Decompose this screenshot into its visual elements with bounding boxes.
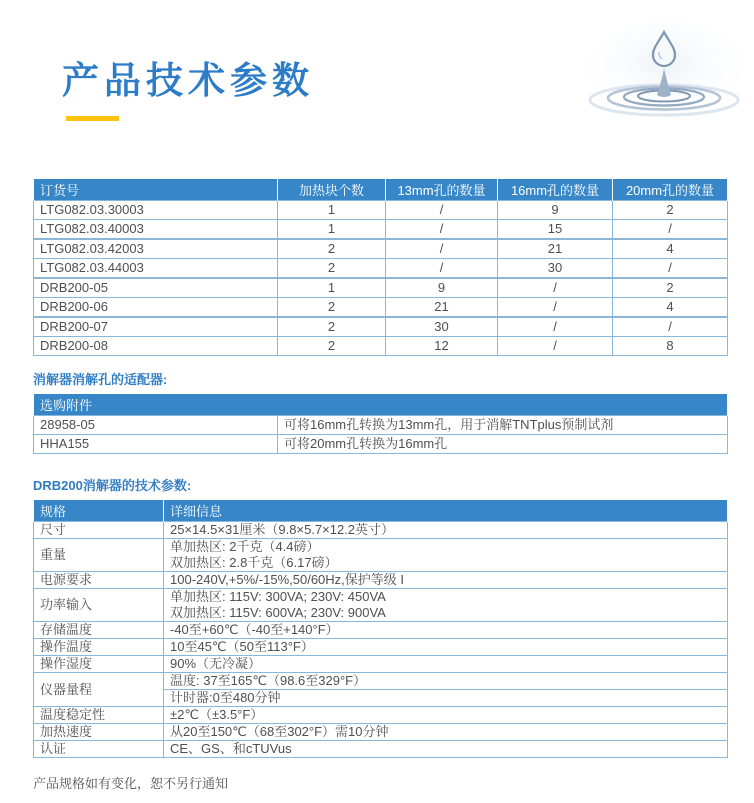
value-cell: 2 — [278, 298, 386, 318]
order-table — [33, 179, 728, 356]
table-row — [34, 639, 728, 656]
title-underline — [66, 116, 119, 121]
order-number-cell: LTG082.03.40003 — [34, 220, 278, 240]
table-row — [34, 416, 728, 435]
spec-name-cell: 认证 — [34, 741, 164, 758]
spec-detail-cell: CE、GS、和cTUVus — [164, 741, 728, 758]
table-row — [34, 298, 728, 318]
spec-name-cell: 电源要求 — [34, 572, 164, 589]
adapter-table — [33, 394, 728, 454]
table-row — [34, 572, 728, 589]
description-cell: 可将20mm孔转换为16mm孔 — [278, 435, 728, 454]
table-header-row — [34, 179, 728, 201]
value-cell: / — [498, 278, 613, 298]
column-header: 订货号 — [34, 179, 278, 201]
column-header: 详细信息 — [164, 500, 728, 522]
column-header: 规格 — [34, 500, 164, 522]
value-cell: 15 — [498, 220, 613, 240]
spec-name-cell: 操作湿度 — [34, 656, 164, 673]
spec-name-cell: 加热速度 — [34, 724, 164, 741]
spec-detail-line: 单加热区: 2千克（4.4磅） — [170, 539, 320, 554]
value-cell: / — [613, 317, 728, 337]
spec-detail-cell: -40至+60℃（-40至+140°F） — [164, 622, 728, 639]
value-cell: / — [613, 220, 728, 240]
table-row — [34, 589, 728, 622]
order-number-cell: LTG082.03.42003 — [34, 239, 278, 259]
spec-name-cell: 操作温度 — [34, 639, 164, 656]
order-number-cell: DRB200-08 — [34, 337, 278, 356]
column-header: 加热块个数 — [278, 179, 386, 201]
order-number-cell: DRB200-05 — [34, 278, 278, 298]
table-row — [34, 622, 728, 639]
value-cell: 4 — [613, 298, 728, 318]
table-row — [34, 259, 728, 279]
spec-detail-line: 双加热区: 115V: 600VA; 230V: 900VA — [170, 605, 386, 620]
spec-detail-cell: 25×14.5×31厘米（9.8×5.7×12.2英寸） — [164, 522, 728, 539]
value-cell: / — [386, 201, 498, 220]
value-cell: / — [498, 317, 613, 337]
value-cell: 2 — [278, 259, 386, 279]
value-cell: / — [498, 298, 613, 318]
column-header: 13mm孔的数量 — [386, 179, 498, 201]
value-cell: 1 — [278, 220, 386, 240]
table-row — [34, 673, 728, 690]
table-header-row — [34, 500, 728, 522]
value-cell: / — [613, 259, 728, 279]
value-cell: 8 — [613, 337, 728, 356]
value-cell: 2 — [278, 239, 386, 259]
spec-detail-cell: 10至45℃（50至113°F） — [164, 639, 728, 656]
spec-section-label: DRB200消解器的技术参数: — [33, 478, 192, 493]
spec-detail-cell: 90%（无冷凝） — [164, 656, 728, 673]
spec-name-cell: 重量 — [34, 539, 164, 572]
table-row — [34, 435, 728, 454]
part-number-cell: HHA155 — [34, 435, 278, 454]
table-row — [34, 220, 728, 240]
table-row — [34, 724, 728, 741]
spec-detail-cell: 温度: 37至165℃（98.6至329°F） — [164, 673, 728, 690]
table-row — [34, 337, 728, 356]
description-cell: 可将16mm孔转换为13mm孔，用于消解TNTplus预制试剂 — [278, 416, 728, 435]
spec-name-cell: 尺寸 — [34, 522, 164, 539]
column-header: 20mm孔的数量 — [613, 179, 728, 201]
value-cell: 1 — [278, 278, 386, 298]
order-number-cell: DRB200-07 — [34, 317, 278, 337]
value-cell: 9 — [386, 278, 498, 298]
table-row — [34, 278, 728, 298]
value-cell: 12 — [386, 337, 498, 356]
value-cell: 4 — [613, 239, 728, 259]
column-header: 选购附件 — [34, 394, 728, 416]
value-cell: 2 — [613, 201, 728, 220]
value-cell: / — [386, 239, 498, 259]
value-cell: / — [386, 259, 498, 279]
table-row — [34, 539, 728, 572]
table-row — [34, 707, 728, 724]
table-header-row — [34, 394, 728, 416]
page-title: 产品技术参数 — [62, 60, 314, 101]
table-row — [34, 317, 728, 337]
spec-detail-cell: 计时器:0至480分钟 — [164, 690, 728, 707]
value-cell: 21 — [386, 298, 498, 318]
value-cell: 2 — [613, 278, 728, 298]
spec-name-cell: 温度稳定性 — [34, 707, 164, 724]
spec-detail-cell — [164, 589, 728, 622]
table-row — [34, 201, 728, 220]
spec-table — [33, 500, 728, 758]
value-cell: 2 — [278, 317, 386, 337]
spec-detail-line: 双加热区: 2.8千克（6.17磅） — [170, 555, 338, 570]
spec-name-cell: 功率输入 — [34, 589, 164, 622]
spec-detail-cell — [164, 539, 728, 572]
value-cell: 30 — [386, 317, 498, 337]
value-cell: / — [386, 220, 498, 240]
spec-name-cell: 仪器量程 — [34, 673, 164, 707]
table-row — [34, 522, 728, 539]
value-cell: 9 — [498, 201, 613, 220]
order-number-cell: LTG082.03.30003 — [34, 201, 278, 220]
table-row — [34, 239, 728, 259]
column-header: 16mm孔的数量 — [498, 179, 613, 201]
spec-detail-cell: 100-240V,+5%/-15%,50/60Hz,保护等级 I — [164, 572, 728, 589]
footer-note: 产品规格如有变化，恕不另行通知 — [33, 776, 229, 791]
spec-name-cell: 存储温度 — [34, 622, 164, 639]
table-row — [34, 741, 728, 758]
table-row — [34, 656, 728, 673]
water-droplet-icon — [580, 18, 748, 134]
order-number-cell: DRB200-06 — [34, 298, 278, 318]
value-cell: / — [498, 337, 613, 356]
order-number-cell: LTG082.03.44003 — [34, 259, 278, 279]
spec-detail-cell: ±2℃（±3.5°F） — [164, 707, 728, 724]
part-number-cell: 28958-05 — [34, 416, 278, 435]
value-cell: 30 — [498, 259, 613, 279]
spec-detail-cell: 从20至150℃（68至302°F）需10分钟 — [164, 724, 728, 741]
value-cell: 2 — [278, 337, 386, 356]
value-cell: 1 — [278, 201, 386, 220]
value-cell: 21 — [498, 239, 613, 259]
content-area — [33, 179, 727, 792]
adapter-section-label: 消解器消解孔的适配器: — [33, 372, 168, 387]
spec-detail-line: 单加热区: 115V: 300VA; 230V: 450VA — [170, 589, 386, 604]
